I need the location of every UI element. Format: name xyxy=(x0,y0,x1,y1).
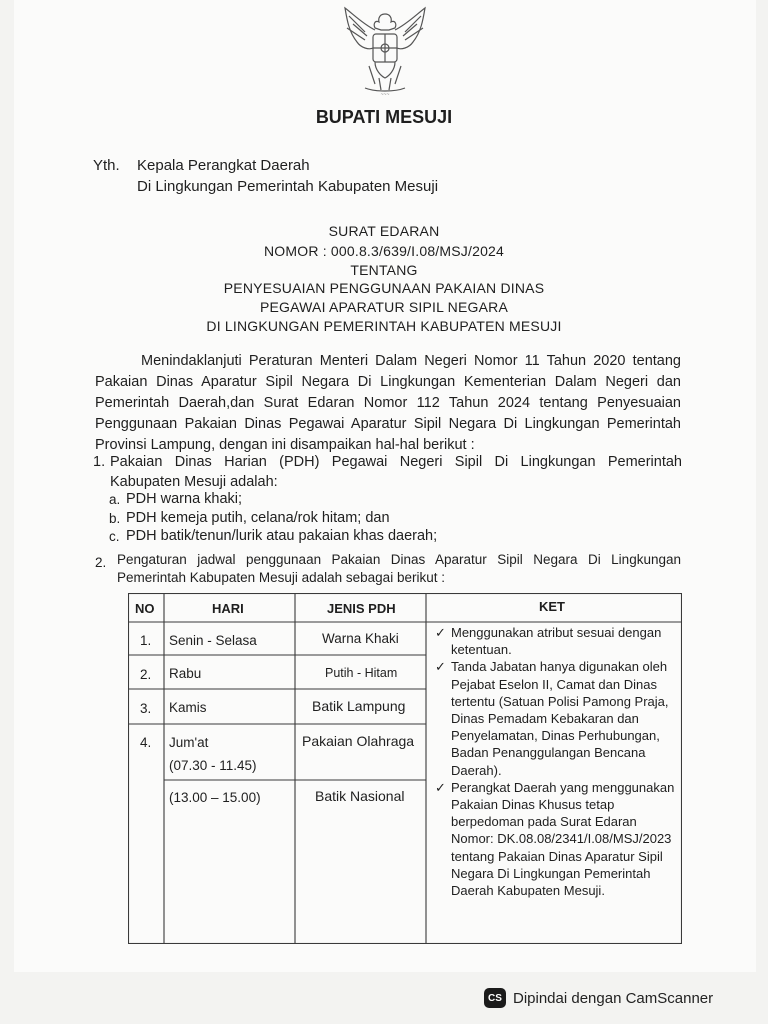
row-4-no: 4. xyxy=(140,735,152,750)
ket-item-1-text: Menggunakan atribut sesuai dengan ketentuan. xyxy=(451,625,662,658)
row-2-jenis: Putih - Hitam xyxy=(325,666,398,680)
check-icon: ✓ xyxy=(435,659,446,675)
camscanner-watermark xyxy=(472,983,754,1013)
header-ket: KET xyxy=(539,599,565,614)
recipient-line-1: Kepala Perangkat Daerah xyxy=(137,157,310,174)
subject-line-2: PEGAWAI APARATUR SIPIL NEGARA xyxy=(259,299,508,315)
ket-item-2-text: Tanda Jabatan hanya digunakan oleh Pejabat Eselon II, Camat dan Dinas tertentu (Satuan Polisi Pamong Praja, Dinas Pemadam Kebakaran dan Penyelamatan, Dinas Perhubungan, Badan Penanggulangan Bencana Daerah). xyxy=(451,659,669,778)
point-1-line-2: Kabupaten Mesuji adalah: xyxy=(110,474,278,490)
row-5-time: (13.00 – 15.00) xyxy=(169,790,261,805)
sub-b-text: PDH kemeja putih, celana/rok hitam; dan xyxy=(126,510,390,526)
row-4-hari: Jum'at xyxy=(169,735,209,750)
garuda-emblem xyxy=(335,6,435,98)
header-no: NO xyxy=(135,601,155,616)
ket-item-3 xyxy=(431,779,681,899)
point-2-line-1: Pengaturan jadwal penggunaan Pakaian Dinas Aparatur Sipil Negara Di Lingkungan xyxy=(117,552,681,567)
ket-item-3-text: Perangkat Daerah yang menggunakan Pakaian Dinas Khusus tetap berpedoman pada Surat Edaran Nomor: DK.08.08/2341/I.08/MSJ/2023 tentang Pakaian Dinas Aparatur Sipil Negara Di Lingkungan Pemerintah Daerah Kabupaten Mesuji. xyxy=(451,779,675,899)
row-3-jenis: Batik Lampung xyxy=(312,698,406,714)
point-1-number: 1. xyxy=(93,454,106,470)
subject-line-1: PENYESUAIAN PENGGUNAAN PAKAIAN DINAS xyxy=(223,280,545,296)
header-jenis: JENIS PDH xyxy=(327,601,396,616)
point-1-line-1: Pakaian Dinas Harian (PDH) Pegawai Negeri Sipil Di Lingkungan Pemerintah xyxy=(110,454,682,470)
recipient-line-2: Di Lingkungan Pemerintah Kabupaten Mesuji xyxy=(137,178,439,195)
camscanner-icon: CS xyxy=(484,988,506,1008)
ket-notes xyxy=(431,624,681,899)
svg-text:~~~: ~~~ xyxy=(380,92,390,98)
subject-line-3: DI LINGKUNGAN PEMERINTAH KABUPATEN MESUJI xyxy=(206,318,562,334)
check-icon: ✓ xyxy=(435,625,446,640)
row-1-jenis: Warna Khaki xyxy=(322,631,399,646)
schedule-table xyxy=(128,593,682,944)
document-title: BUPATI MESUJI xyxy=(315,107,453,127)
row-5-jenis: Batik Nasional xyxy=(315,788,405,804)
row-4-jenis: Pakaian Olahraga xyxy=(302,733,415,749)
letter-number: NOMOR : 000.8.3/639/I.08/MSJ/2024 xyxy=(263,243,505,259)
letter-type: SURAT EDARAN xyxy=(328,223,440,239)
camscanner-text: Dipindai dengan CamScanner xyxy=(513,989,714,1007)
sub-c-label: c. xyxy=(109,529,120,544)
row-1-no: 1. xyxy=(140,633,152,648)
sub-a-label: a. xyxy=(109,492,121,507)
row-2-no: 2. xyxy=(140,667,152,682)
header-hari: HARI xyxy=(212,601,244,616)
row-4-time: (07.30 - 11.45) xyxy=(169,758,257,773)
ket-item-2 xyxy=(431,658,681,778)
intro-paragraph: Menindaklanjuti Peraturan Menteri Dalam Negeri Nomor 11 Tahun 2020 tentang Pakaian Dinas Aparatur Sipil Negara Di Lingkungan Kementerian Dalam Negeri dan Pemerintah Daerah,dan Surat Edaran Nomor 112 Tahun 2024 tentang Penyesuaian Penggunaan Pakaian Dinas Pegawai Aparatur Sipil Negara Di Lingkungan Pemerintah Provinsi Lampung, dengan ini disampaikan hal-hal berikut : xyxy=(95,353,681,453)
sub-b-label: b. xyxy=(109,511,121,526)
row-2-hari: Rabu xyxy=(169,666,202,681)
point-2-number: 2. xyxy=(95,555,107,570)
row-3-no: 3. xyxy=(140,701,152,716)
ket-item-1 xyxy=(431,624,681,658)
row-3-hari: Kamis xyxy=(169,700,207,715)
yth-label: Yth. xyxy=(93,157,120,174)
sub-c-text: PDH batik/tenun/lurik atau pakaian khas daerah; xyxy=(126,528,438,544)
point-2-line-2: Pemerintah Kabupaten Mesuji adalah sebagai berikut : xyxy=(117,570,445,585)
tentang-label: TENTANG xyxy=(350,262,418,278)
check-icon: ✓ xyxy=(435,779,446,795)
sub-a-text: PDH warna khaki; xyxy=(126,491,243,507)
row-1-hari: Senin - Selasa xyxy=(169,633,257,648)
